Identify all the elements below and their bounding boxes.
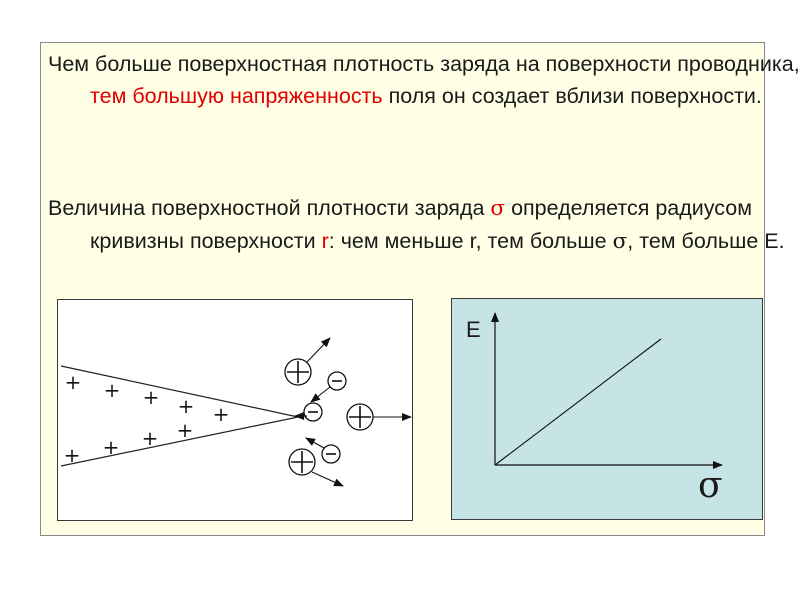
x-axis-label: σ: [698, 465, 723, 506]
text-span: поля он создает вблизи поверхности.: [382, 84, 762, 108]
field-arrow: [312, 472, 343, 486]
plus-charge: +: [103, 378, 121, 402]
sigma-symbol: σ: [490, 196, 506, 221]
charged-cone-illustration: [57, 299, 413, 521]
plus-charge: +: [142, 385, 160, 409]
paragraph-curvature: [48, 192, 800, 258]
plus-charge: +: [102, 435, 120, 459]
paragraph-surface-density: [48, 48, 800, 112]
text-span: на поверхности проводника,: [509, 52, 800, 76]
y-axis-label: E: [466, 317, 481, 342]
linear-dependence-line: [495, 339, 661, 465]
text-span: Величина поверхностной плотности заряда: [48, 196, 491, 220]
sigma-symbol: σ: [612, 229, 628, 254]
text-span: , тем больше E.: [627, 229, 785, 253]
plus-charge: +: [63, 443, 81, 467]
field-arrow: [311, 387, 330, 402]
highlight-span: тем большую напряженность: [90, 84, 383, 108]
plus-charge: +: [176, 418, 194, 442]
text-span: : чем меньше r, тем больше: [328, 229, 613, 253]
text-span: определяется радиусом кривизны поверхности: [90, 196, 753, 253]
plus-charge: +: [212, 402, 230, 426]
field-arrow: [307, 338, 330, 362]
text-span: Чем больше поверхностная плотность заряда: [48, 52, 510, 76]
cone-svg: [58, 300, 414, 522]
field-arrow: [306, 438, 324, 448]
plus-charge: +: [64, 370, 82, 394]
plus-charge: +: [177, 394, 195, 418]
e-sigma-graph: [451, 298, 763, 520]
radius-symbol: r: [321, 229, 329, 253]
plus-charge: +: [141, 426, 159, 450]
